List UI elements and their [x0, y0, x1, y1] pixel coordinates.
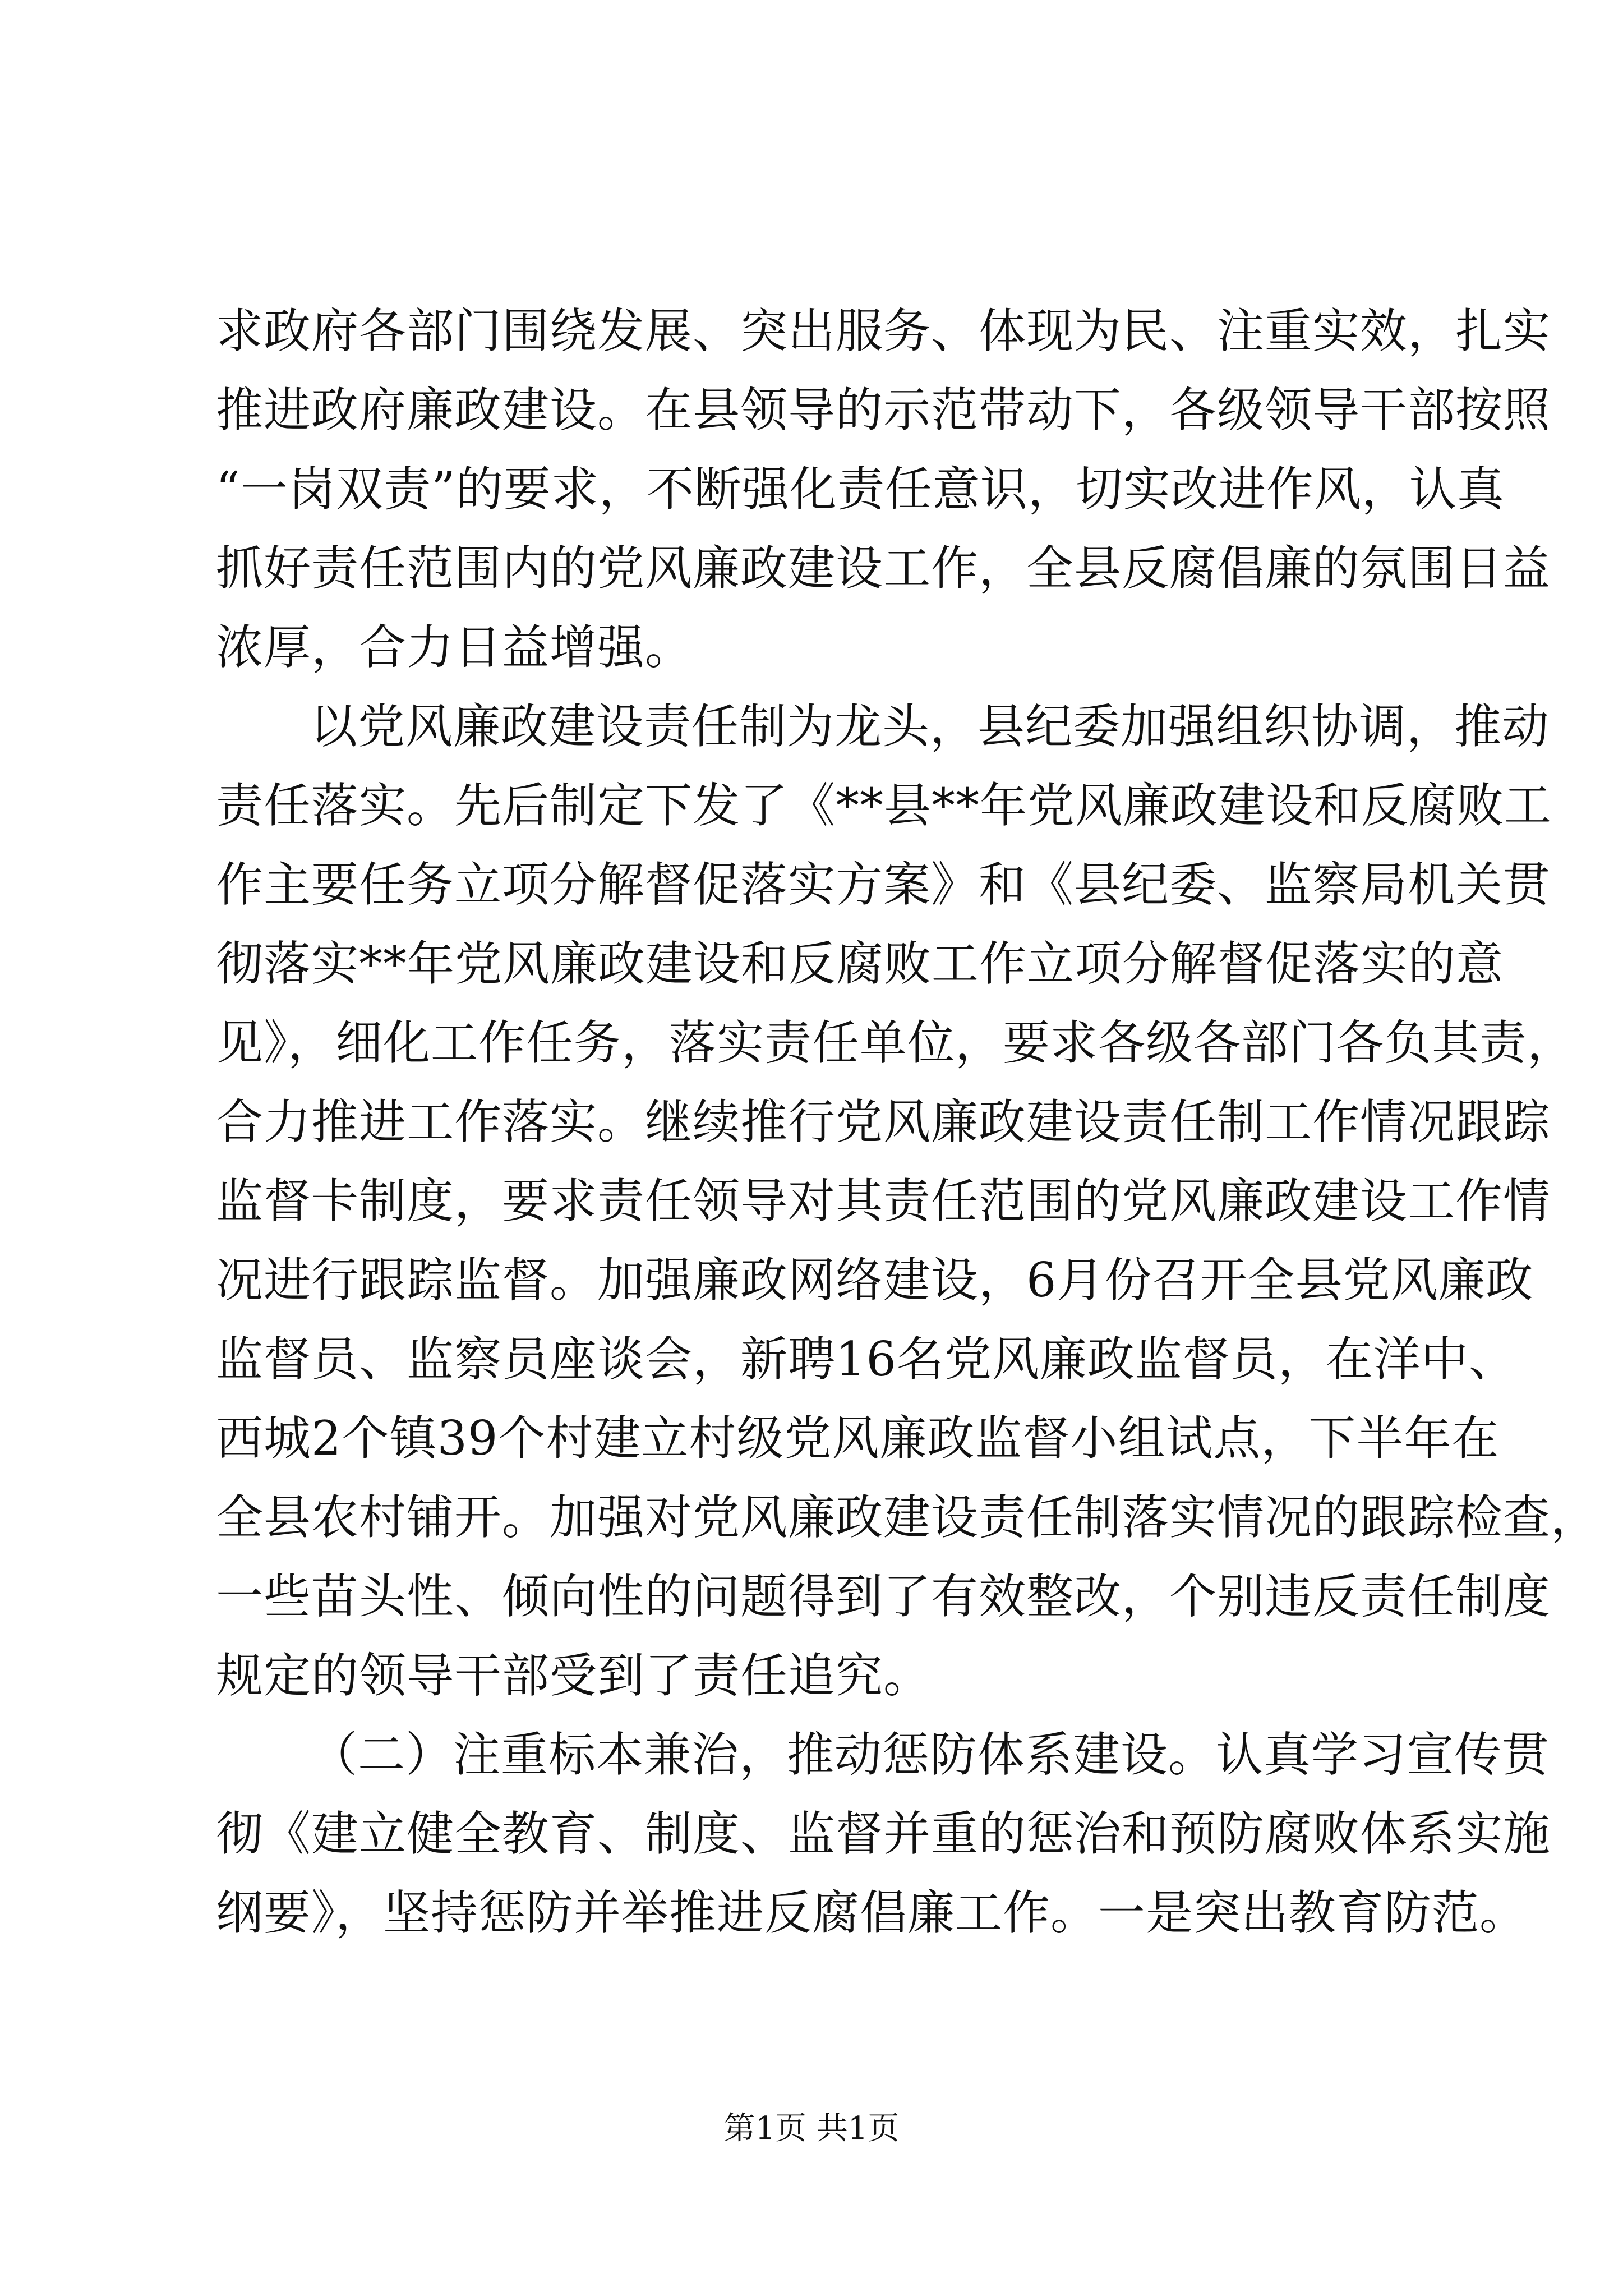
text-line: 监督卡制度，要求责任领导对其责任范围的党风廉政建设工作情 — [216, 1174, 1551, 1228]
text-line: 一些苗头性、倾向性的问题得到了有效整改，个别违反责任制度 — [216, 1569, 1551, 1624]
text-line: 见》，细化工作任务，落实责任单位，要求各级各部门各负其责， — [216, 1015, 1575, 1070]
text-line: 况进行跟踪监督。加强廉政网络建设，6月份召开全县党风廉政 — [216, 1253, 1534, 1308]
text-line: 彻《建立健全教育、制度、监督并重的惩治和预防腐败体系实施 — [216, 1806, 1551, 1861]
text-line: “一岗双责”的要求，不断强化责任意识，切实改进作风，认真 — [216, 462, 1505, 517]
text-line: 求政府各部门围绕发展、突出服务、体现为民、注重实效，扎实 — [216, 303, 1551, 358]
text-line: 浓厚，合力日益增强。 — [216, 620, 693, 675]
text-line: 监督员、监察员座谈会，新聘16名党风廉政监督员，在洋中、 — [216, 1332, 1516, 1387]
text-line: 彻落实**年党风廉政建设和反腐败工作立项分解督促落实的意 — [216, 936, 1504, 991]
text-line: 抓好责任范围内的党风廉政建设工作，全县反腐倡廉的氛围日益 — [216, 541, 1551, 596]
text-line: 规定的领导干部受到了责任追究。 — [216, 1648, 932, 1703]
text-line: 纲要》，坚持惩防并举推进反腐倡廉工作。一是突出教育防范。 — [216, 1885, 1528, 1940]
text-line: 西城2个镇39个村建立村级党风廉政监督小组试点，下半年在 — [216, 1411, 1500, 1466]
text-line: 推进政府廉政建设。在县领导的示范带动下，各级领导干部按照 — [216, 383, 1551, 438]
paragraph-start-line: 以党风廉政建设责任制为龙头，县纪委加强组织协调，推动 — [310, 699, 1550, 754]
text-line: 全县农村铺开。加强对党风廉政建设责任制落实情况的跟踪检查， — [216, 1490, 1599, 1545]
paragraph-start-line: （二）注重标本兼治，推动惩防体系建设。认真学习宣传贯 — [310, 1727, 1550, 1782]
text-line: 合力推进工作落实。继续推行党风廉政建设责任制工作情况跟踪 — [216, 1094, 1551, 1149]
text-line: 作主要任务立项分解督促落实方案》和《县纪委、监察局机关贯 — [216, 857, 1551, 912]
text-line: 责任落实。先后制定下发了《**县**年党风廉政建设和反腐败工 — [216, 778, 1552, 833]
document-body — [216, 303, 1599, 1964]
page-footer: 第1页 共1页 — [723, 2110, 900, 2147]
